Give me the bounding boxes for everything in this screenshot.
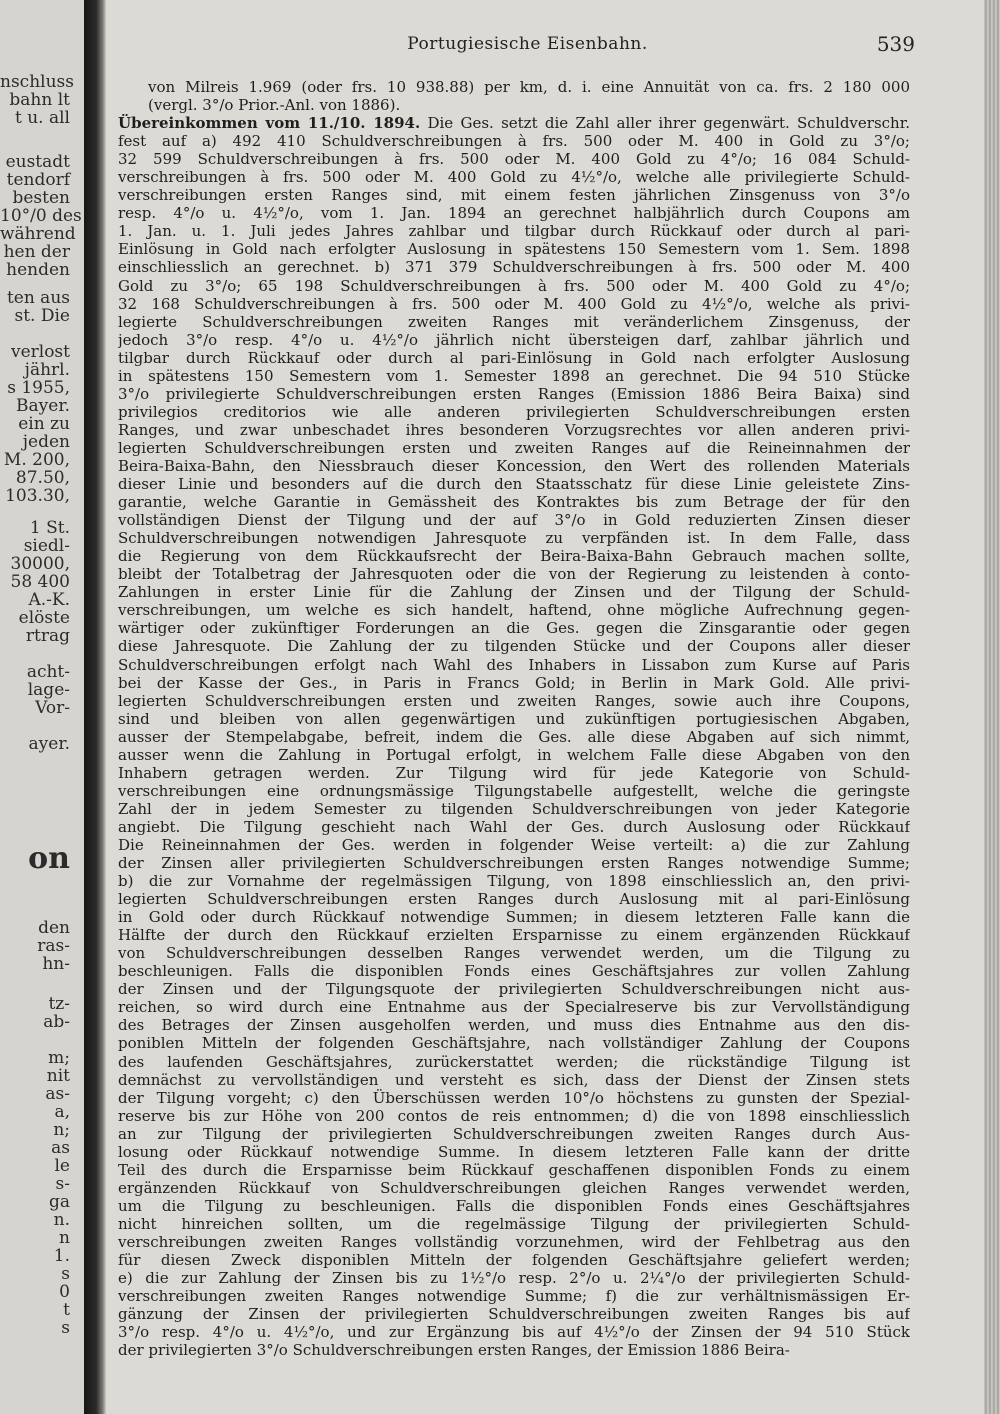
facing-page-text-fragment: elöste: [18, 608, 70, 628]
facing-page-text-fragment: jährl.: [24, 360, 70, 380]
facing-page-text-fragment: n.: [53, 1210, 70, 1230]
facing-page-text-fragment: 87.50,: [15, 468, 70, 488]
page-edge: [984, 0, 1000, 1414]
text-line: [118, 114, 910, 132]
text-line: 32 599 Schuldverschreibungen à frs. 500 oder M. 400 Gold zu 4°/o; 16 084 Schuld-: [118, 150, 910, 169]
text-line: vollständigen Dienst der Tilgung und der auf 3°/o in Gold reduzierten Zinsen dieser: [118, 511, 910, 530]
text-line: ergänzenden Rückkauf von Schuldverschreibungen gleichen Ranges verwendet werden,: [118, 1178, 910, 1197]
facing-page-text-fragment: ras-: [37, 936, 70, 956]
facing-page-text-fragment: as: [51, 1138, 70, 1158]
facing-page-text-fragment: eustadt: [5, 152, 70, 172]
text-line: in spätestens 150 Semestern vom 1. Semester 1898 an gerechnet. Die 94 510 Stücke: [118, 366, 910, 385]
text-line: 1. Jan. u. 1. Juli jedes Jahres zahlbar und tilgbar durch Rückkauf oder durch al pari-: [118, 222, 910, 241]
facing-page-text-fragment: ayer.: [28, 734, 70, 754]
facing-page-text-fragment: hen der: [3, 242, 70, 262]
facing-page-text-fragment: ein zu: [18, 414, 70, 434]
text-line: garantie, welche Garantie in Gemässheit des Kontraktes bis zum Betrage der für den: [118, 493, 910, 512]
text-line: Zahl der in jedem Semester zu tilgenden Schuldverschreibungen von jeder Kategorie: [118, 799, 910, 818]
page-number: 539: [876, 32, 915, 56]
text-line: resp. 4°/o u. 4½°/o, vom 1. Jan. 1894 an gerechnet halbjährlich durch Coupons am: [118, 204, 910, 223]
facing-page-text-fragment: s: [61, 1318, 70, 1338]
text-line: Beira-Baixa-Bahn, den Niessbrauch dieser Koncession, den Wert des rollenden Materials: [118, 456, 910, 475]
facing-page-text-fragment: lage-: [27, 680, 70, 700]
text-line: bleibt der Totalbetrag der Jahresquoten oder die von der Regierung zu leistenden à conto-: [118, 565, 910, 584]
facing-page-text-fragment: on: [28, 841, 70, 876]
text-line: b) die zur Vornahme der regelmässigen Tilgung, von 1898 einschliesslich an, den privi-: [118, 872, 910, 891]
text-line: der Zinsen und der Tilgungsquote der privilegierten Schuldverschreibungen nicht aus-: [118, 980, 910, 999]
facing-page-text-fragment: nschluss: [0, 72, 74, 92]
facing-page-text-fragment: Bayer.: [16, 396, 70, 416]
text-line: Zahlungen in erster Linie für die Zahlung der Zinsen und der Tilgung der Schuld-: [118, 583, 910, 602]
text-line: Einlösung in Gold nach erfolgter Auslosung in spätestens 150 Semestern vom 1. Sem. 1898: [118, 240, 910, 259]
text-line: demnächst zu vervollständigen und versteht es sich, dass der Dienst der Zinsen stets: [118, 1070, 910, 1089]
facing-page-text-fragment: t u. all: [14, 108, 70, 128]
text-line: Schuldverschreibungen erfolgt nach Wahl des Inhabers in Lissabon zum Kurse auf Paris: [118, 655, 910, 674]
facing-page-text-fragment: jeden: [22, 432, 70, 452]
text-line: verschreibungen eine ordnungsmässige Tilgungstabelle aufgestellt, welche die geringste: [118, 781, 910, 800]
facing-page-text-fragment: s 1955,: [7, 378, 70, 398]
text-line: reichen, so wird durch eine Entnahme aus der Specialreserve bis zur Vervollständigung: [118, 998, 910, 1017]
facing-page-text-fragment: tendorf: [6, 170, 70, 190]
text-line: Teil des durch die Ersparnisse beim Rückkauf geschaffenen disponiblen Fonds zu einem: [118, 1160, 910, 1179]
facing-page-text-fragment: n: [59, 1228, 70, 1248]
text-line: verschreibungen zweiten Ranges vollständig vorzunehmen, wird der Fehlbetrag aus den: [118, 1233, 910, 1251]
facing-page-text-fragment: 0: [59, 1282, 70, 1302]
facing-page-text-fragment: nit: [46, 1066, 70, 1086]
text-line: beschleunigen. Falls die disponiblen Fonds eines Geschäftsjahres zur vollen Zahlung: [118, 962, 910, 981]
text-line: diese Jahresquote. Die Zahlung der zu tilgenden Stücke und der Coupons aller dieser: [118, 637, 910, 656]
text-line: Gold zu 3°/o; 65 198 Schuldverschreibungen à frs. 500 oder M. 400 Gold zu 4°/o;: [118, 276, 910, 295]
text-line: legierte Schuldverschreibungen zweiten Ranges mit veränderlichem Zinsgenuss, der: [118, 312, 910, 331]
text-line: für diesen Zweck disponiblen Mitteln der folgenden Geschäftsjahre geliefert werden;: [118, 1251, 910, 1270]
facing-page-text-fragment: Vor-: [35, 698, 70, 718]
facing-page-text-fragment: 10°/0 des: [0, 206, 82, 226]
page-header: [140, 32, 915, 58]
text-line: poniblen Mitteln der folgenden Geschäftsjahre, nach vollständiger Zahlung der Coupons: [118, 1034, 910, 1053]
facing-page-text-fragment: le: [54, 1156, 70, 1176]
text-line: privilegios creditorios wie alle anderen privilegierten Schuldverschreibungen ersten: [118, 402, 910, 421]
facing-page-text-fragment: acht-: [26, 662, 70, 682]
text-line: angiebt. Die Tilgung geschieht nach Wahl der Ges. durch Auslosung oder Rückkauf: [118, 817, 910, 836]
facing-page-text-fragment: M. 200,: [3, 450, 70, 470]
text-line: wärtiger oder zukünftiger Forderungen an die Ges. gegen die Zinsgarantie oder gegen: [118, 619, 910, 638]
text-line: 32 168 Schuldverschreibungen à frs. 500 oder M. 400 Gold zu 4½°/o, welche als privi-: [118, 294, 910, 313]
text-line-rest: Die Ges. setzt die Zahl aller ihrer gegenwärt. Schuldverschr.: [420, 114, 910, 133]
text-line: von Milreis 1.969 (oder frs. 10 938.88) per km, d. i. eine Annuität von ca. frs. 2 180 000: [148, 78, 910, 96]
facing-page-text-fragment: m;: [48, 1048, 70, 1068]
text-line: der Zinsen aller privilegierten Schuldverschreibungen ersten Ranges notwendige Summe;: [118, 854, 910, 873]
text-line: dieser Linie und besonders auf die durch den Staatsschatz für diese Linie geleistete Zins-: [118, 475, 910, 494]
text-line: gänzung der Zinsen der privilegierten Schuldverschreibungen zweiten Ranges bis auf: [118, 1305, 910, 1324]
text-line: Inhabern getragen werden. Zur Tilgung wird für jede Kategorie von Schuld-: [118, 763, 910, 782]
text-line: Ranges, und zwar unbeschadet ihres besonderen Vorzugsrechtes vor allen anderen privi-: [118, 420, 910, 439]
body-text: [118, 78, 910, 1359]
text-line: an zur Tilgung der privilegierten Schuldverschreibungen zweiten Ranges durch Aus-: [118, 1124, 910, 1143]
text-line: (vergl. 3°/o Prior.-Anl. von 1886).: [148, 96, 401, 115]
text-line: von Schuldverschreibungen desselben Ranges verwendet werden, um die Tilgung zu: [118, 944, 910, 963]
facing-page-text-fragment: s: [61, 1264, 70, 1284]
text-line: ausser wenn die Zahlung in Portugal erfolgt, in welchem Falle diese Abgaben von den: [118, 745, 910, 764]
facing-page-text-fragment: t: [63, 1300, 70, 1320]
text-line: e) die zur Zahlung der Zinsen bis zu 1½°/o resp. 2°/o u. 2¼°/o der privilegierten Schuld-: [118, 1269, 910, 1288]
text-line: 3°/o resp. 4°/o u. 4½°/o, und zur Ergänzung bis auf 4½°/o der Zinsen der 94 510 Stück: [118, 1323, 910, 1342]
facing-page-text-fragment: hn-: [42, 954, 70, 974]
facing-page-text-fragment: henden: [6, 260, 70, 280]
text-line: in Gold oder durch Rückkauf notwendige Summen; in diesem letzteren Falle kann die: [118, 908, 910, 927]
running-head: Portugiesische Eisenbahn.: [407, 34, 648, 54]
text-line: ausser der Stempelabgabe, befreit, indem die Ges. alle diese Abgaben auf sich nimmt,: [118, 727, 910, 746]
facing-page-text-fragment: st. Die: [14, 306, 70, 326]
text-line: verschreibungen à frs. 500 oder M. 400 Gold zu 4½°/o, welche alle privilegierte Schuld-: [118, 168, 910, 187]
facing-page-text-fragment: 1 St.: [29, 518, 70, 538]
facing-page-text-fragment: verlost: [10, 342, 70, 362]
facing-page-text-fragment: n;: [53, 1120, 70, 1140]
text-line: verschreibungen, um welche es sich handelt, haftend, ohne mögliche Aufrechnung gegen-: [118, 601, 910, 620]
facing-page-text-fragment: 58 400: [10, 572, 70, 592]
facing-page-text-fragment: tz-: [48, 994, 70, 1014]
facing-page-text-fragment: 1.: [53, 1246, 70, 1266]
text-line: fest auf a) 492 410 Schuldverschreibungen à frs. 500 oder M. 400 in Gold zu 3°/o;: [118, 132, 910, 151]
text-line: der privilegierten 3°/o Schuldverschreibungen ersten Ranges, der Emission 1886 Beira-: [118, 1341, 790, 1360]
text-line: 3°/o privilegierte Schuldverschreibungen ersten Ranges (Emission 1886 Beira Baixa) sind: [118, 384, 910, 403]
facing-page-text-fragment: s-: [55, 1174, 70, 1194]
facing-page-text-fragment: bahn lt: [9, 90, 70, 110]
text-line: legierten Schuldverschreibungen ersten Ranges durch Auslosung mit al pari-Einlösung: [118, 890, 910, 909]
facing-page-text-fragment: siedl-: [23, 536, 70, 556]
facing-page-text-fragment: A.-K.: [28, 590, 70, 610]
text-line: des Betrages der Zinsen ausgeholfen werden, und muss dies Entnahme aus den dis-: [118, 1016, 910, 1035]
text-line: Hälfte der durch den Rückkauf erzielten Ersparnisse zu einem ergänzenden Rückkauf: [118, 926, 910, 945]
text-line: verschreibungen ersten Ranges sind, mit einem festen jährlichen Zinsgenuss von 3°/o: [118, 186, 910, 205]
facing-page-text-fragment: während: [0, 224, 76, 244]
facing-page-text-fragment: ga: [48, 1192, 70, 1212]
facing-page-text-fragment: besten: [12, 188, 70, 208]
text-line: bei der Kasse der Ges., in Paris in Francs Gold; in Berlin in Mark Gold. Alle privi-: [118, 673, 910, 692]
text-line: sind und bleiben von allen gegenwärtigen und zukünftigen portugiesischen Abgaben,: [118, 709, 910, 728]
facing-page-text-fragment: rtrag: [25, 626, 70, 646]
facing-page-text-fragment: ab-: [43, 1012, 70, 1032]
text-line: der Tilgung vorgeht; c) den Überschüssen werden 10°/o höchstens zu gunsten der Spezial-: [118, 1088, 910, 1107]
text-line: losung oder Rückkauf notwendige Summe. In diesem letzteren Falle kann der dritte: [118, 1142, 910, 1161]
text-line: verschreibungen zweiten Ranges notwendige Summe; f) die zur verhältnismässigen Er-: [118, 1287, 910, 1306]
section-heading: Übereinkommen vom 11./10. 1894.: [118, 114, 421, 133]
text-line: Die Reineinnahmen der Ges. werden in folgender Weise verteilt: a) die zur Zahlung: [118, 835, 910, 854]
facing-page-text-fragment: 30000,: [10, 554, 70, 574]
text-line: legierten Schuldverschreibungen ersten und zweiten Ranges auf die Reineinnahmen der: [118, 438, 910, 457]
text-line: tilgbar durch Rückkauf oder durch al pari-Einlösung in Gold nach erfolgter Auslosung: [118, 348, 910, 367]
text-line: einschliesslich an gerechnet. b) 371 379 Schuldverschreibungen à frs. 500 oder M. 400: [118, 258, 910, 277]
text-line: legierten Schuldverschreibungen ersten und zweiten Ranges, sowie auch ihre Coupons,: [118, 691, 910, 710]
text-line: die Regierung von dem Rückkaufsrecht der Beira-Baixa-Bahn Gebrauch machen sollte,: [118, 547, 910, 566]
facing-page-text-fragment: den: [38, 918, 70, 938]
text-line: des laufenden Geschäftsjahres, zurückerstattet werden; die rückständige Tilgung ist: [118, 1052, 910, 1071]
text-line: jedoch 3°/o resp. 4°/o u. 4½°/o jährlich nicht übersteigen darf, zahlbar jährlich und: [118, 330, 910, 349]
facing-page-fragment: [0, 0, 84, 1414]
facing-page-text-fragment: ten aus: [6, 288, 70, 308]
facing-page-text-fragment: a,: [54, 1102, 70, 1122]
book-spine-shadow: [84, 0, 106, 1414]
text-line: reserve bis zur Höhe von 200 contos de reis entnommen; d) die von 1898 einschliesslich: [118, 1106, 910, 1125]
facing-page-text-fragment: 103.30,: [5, 486, 70, 506]
text-line: um die Tilgung zu beschleunigen. Falls die disponiblen Fonds eines Geschäftsjahres: [118, 1196, 910, 1215]
text-line: Schuldverschreibungen notwendigen Jahresquote zu verpfänden ist. In dem Falle, dass: [118, 529, 910, 548]
facing-page-text-fragment: as-: [45, 1084, 70, 1104]
text-line: nicht hinreichen sollten, um die regelmässige Tilgung der privilegierten Schuld-: [118, 1214, 910, 1233]
